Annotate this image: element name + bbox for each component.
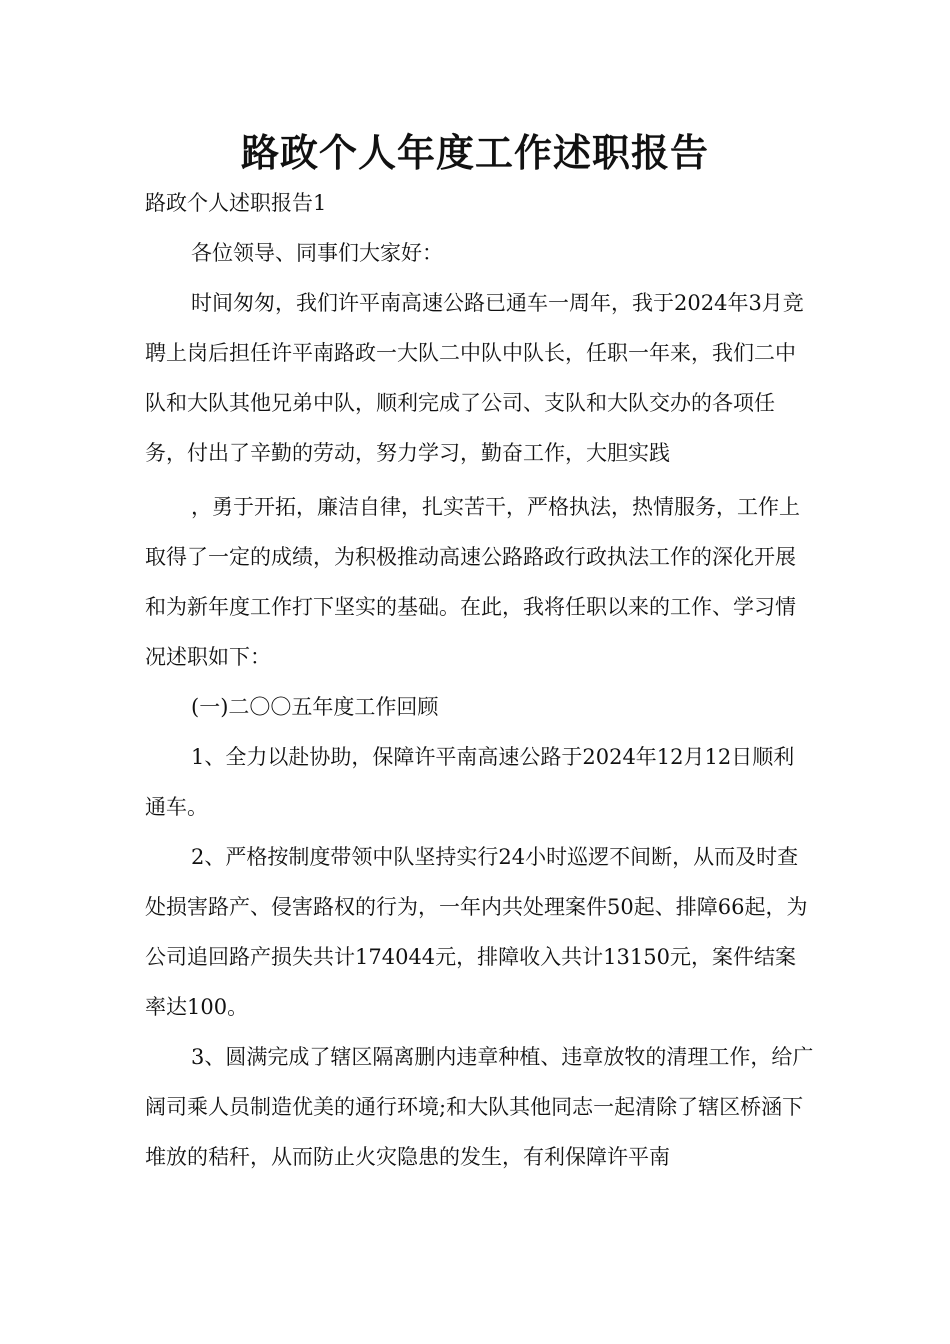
document-title: 路政个人年度工作述职报告 — [240, 130, 709, 175]
paragraph-item-3: 3、圆满完成了辖区隔离删内违章种植、违章放牧的清理工作，给广阔司乘人员制造优美的通行环境;和大队其他同志一起清除了辖区桥涵下堆放的秸秆，从而防止火灾隐患的发生，有利保障许平南 — [145, 1045, 814, 1169]
paragraph-item-1: 1、全力以赴协助，保障许平南高速公路于2024年12月12日顺利通车。 — [145, 745, 795, 819]
greeting-paragraph: 各位领导、同事们大家好： — [191, 241, 443, 265]
section-heading: (一)二〇〇五年度工作回顾 — [191, 695, 439, 719]
paragraph-continuation: ，勇于开拓，廉洁自律，扎实苦干，严格执法，热情服务，工作上取得了一定的成绩，为积极推动高速公路路政行政执法工作的深化开展和为新年度工作打下坚实的基础。在此，我将任职以来的工作、学习情况述职如下： — [145, 495, 800, 669]
paragraph-intro: 时间匆匆，我们许平南高速公路已通车一周年，我于2024年3月竞聘上岗后担任许平南路政一大队二中队中队长，任职一年来，我们二中队和大队其他兄弟中队，顺利完成了公司、支队和大队交办的各项任务，付出了辛勤的劳动，努力学习，勤奋工作，大胆实践 — [145, 291, 804, 465]
paragraph-item-2: 2、严格按制度带领中队坚持实行24小时巡逻不间断，从而及时查处损害路产、侵害路权的行为，一年内共处理案件50起、排障66起，为公司追回路产损失共计174044元，排障收入共计13150元，案件结案率达100。 — [145, 845, 808, 1019]
document-body — [145, 178, 815, 1182]
report-subtitle: 路政个人述职报告1 — [145, 191, 327, 215]
